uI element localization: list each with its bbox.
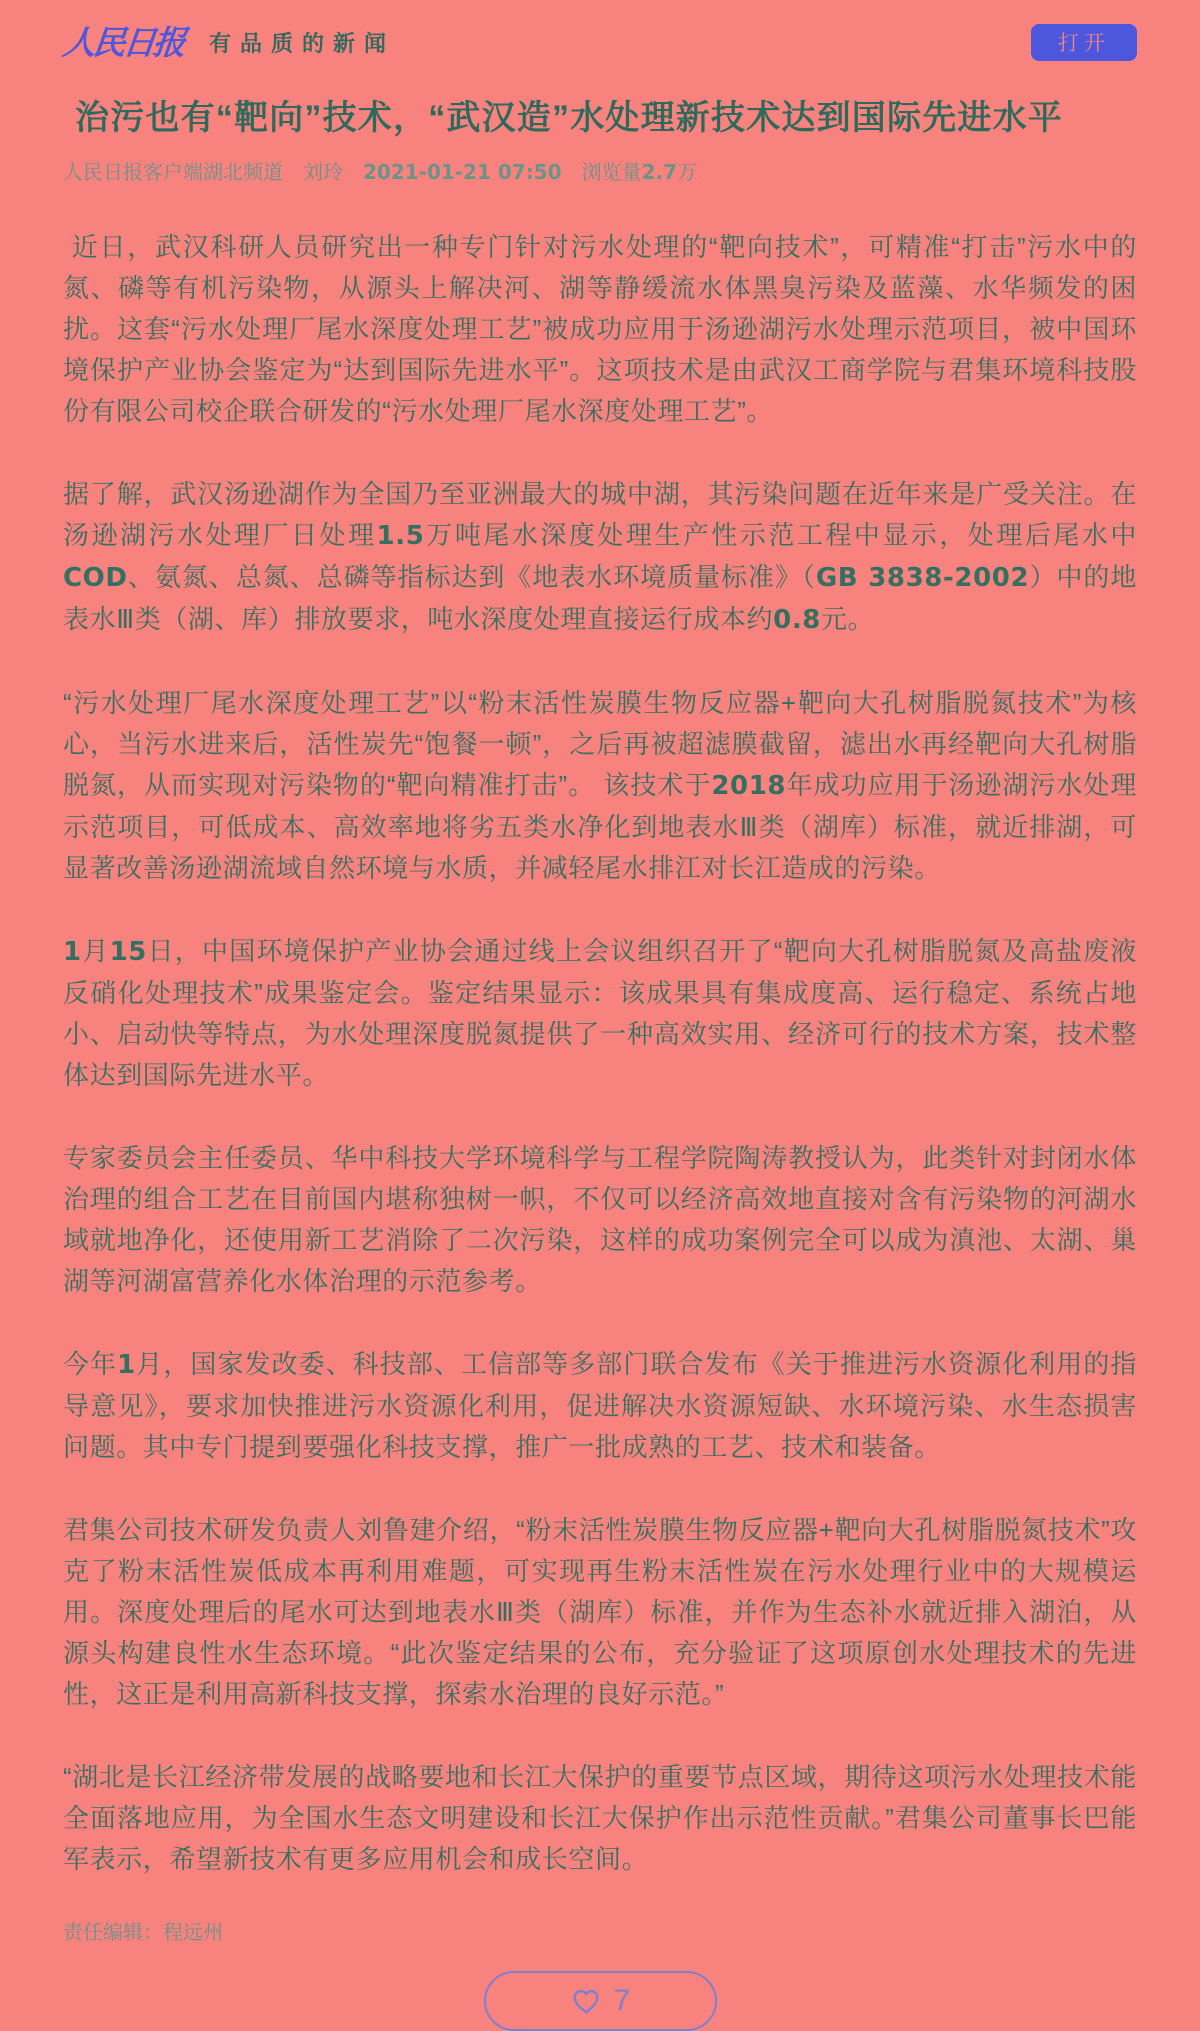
- byline-views: 浏览量2.7万: [581, 160, 697, 184]
- brand: [60, 22, 396, 62]
- editor-credit: 责任编辑：程远州: [63, 1922, 223, 1944]
- byline-author: 刘玲: [303, 162, 343, 184]
- open-app-button[interactable]: 打开: [1031, 24, 1137, 61]
- article-body: [63, 227, 1137, 1880]
- article-title: 治污也有“靶向”技术，“武汉造”水处理新技术达到国际先进水平: [75, 99, 1063, 137]
- paragraph: 据了解，武汉汤逊湖作为全国乃至亚洲最大的城中湖，其污染问题在近年来是广受关注。在汤逊湖污水处理厂日处理1.5万吨尾水深度处理生产性示范工程中显示，处理后尾水中COD、氨氮、总氮、总磷等指标达到《地表水环境质量标准》（GB 3838-2002）中的地表水Ⅲ类（湖、库）排放要求，吨水深度处理直接运行成本约0.8元。: [63, 479, 1137, 635]
- like-row: [63, 1971, 1137, 2031]
- header: [60, 0, 1137, 68]
- heart-icon: [570, 1985, 602, 2017]
- paragraph: 1月15日，中国环境保护产业协会通过线上会议组织召开了“靶向大孔树脂脱氮及高盐废液反硝化处理技术”成果鉴定会。鉴定结果显示：该成果具有集成度高、运行稳定、系统占地小、启动快等特点，为水处理深度脱氮提供了一种高效实用、经济可行的技术方案，技术整体达到国际先进水平。: [63, 936, 1137, 1090]
- paragraph: 专家委员会主任委员、华中科技大学环境科学与工程学院陶涛教授认为，此类针对封闭水体治理的组合工艺在目前国内堪称独树一帜，不仅可以经济高效地直接对含有污染物的河湖水域就地净化，还使用新工艺消除了二次污染，这样的成功案例完全可以成为滇池、太湖、巢湖等河湖富营养化水体治理的示范参考。: [63, 1143, 1137, 1296]
- brand-tagline: 有品质的新闻: [209, 30, 396, 56]
- paragraph: “污水处理厂尾水深度处理工艺”以“粉末活性炭膜生物反应器+靶向大孔树脂脱氮技术”为核心，当污水进来后，活性炭先“饱餐一顿”，之后再被超滤膜截留，滤出水再经靶向大孔树脂脱氮，从而实现对污染物的“靶向精准打击”。 该技术于2018年成功应用于汤逊湖污水处理示范项目，可低成本、高效率地将劣五类水净化到地表水Ⅲ类（湖库）标准，就近排湖，可显著改善汤逊湖流域自然环境与水质，并减轻尾水排江对长江造成的污染。: [63, 688, 1137, 883]
- paragraph: 近日，武汉科研人员研究出一种专门针对污水处理的“靶向技术”，可精准“打击”污水中的氮、磷等有机污染物，从源头上解决河、湖等静缓流水体黑臭污染及蓝藻、水华频发的困扰。这套“污水处理厂尾水深度处理工艺”被成功应用于汤逊湖污水处理示范项目，被中国环境保护产业协会鉴定为“达到国际先进水平”。这项技术是由武汉工商学院与君集环境科技股份有限公司校企联合研发的“污水处理厂尾水深度处理工艺”。: [63, 232, 1137, 426]
- paragraph: “湖北是长江经济带发展的战略要地和长江大保护的重要节点区域，期待这项污水处理技术能全面落地应用，为全国水生态文明建设和长江大保护作出示范性贡献。”君集公司董事长巴能军表示，希望新技术有更多应用机会和成长空间。: [63, 1762, 1137, 1874]
- like-button[interactable]: [484, 1971, 717, 2031]
- like-count: 7: [613, 1984, 631, 2017]
- byline: [63, 156, 1137, 185]
- paragraph: 君集公司技术研发负责人刘鲁建介绍，“粉末活性炭膜生物反应器+靶向大孔树脂脱氮技术”攻克了粉末活性炭低成本再利用难题，可实现再生粉末活性炭在污水处理行业中的大规模运用。深度处理后的尾水可达到地表水Ⅲ类（湖库）标准，并作为生态补水就近排入湖泊，从源头构建良性水生态环境。“此次鉴定结果的公布，充分验证了这项原创水处理技术的先进性，这正是利用高新科技支撑，探索水治理的良好示范。”: [63, 1515, 1137, 1709]
- byline-datetime: 2021-01-21 07:50: [363, 160, 562, 184]
- peoples-daily-logo: 人民日报: [60, 22, 186, 62]
- byline-source: 人民日报客户端湖北频道: [63, 162, 283, 184]
- paragraph: 今年1月，国家发改委、科技部、工信部等多部门联合发布《关于推进污水资源化利用的指导意见》，要求加快推进污水资源化利用，促进解决水资源短缺、水环境污染、水生态损害问题。其中专门提到要强化科技支撑，推广一批成熟的工艺、技术和装备。: [63, 1349, 1138, 1462]
